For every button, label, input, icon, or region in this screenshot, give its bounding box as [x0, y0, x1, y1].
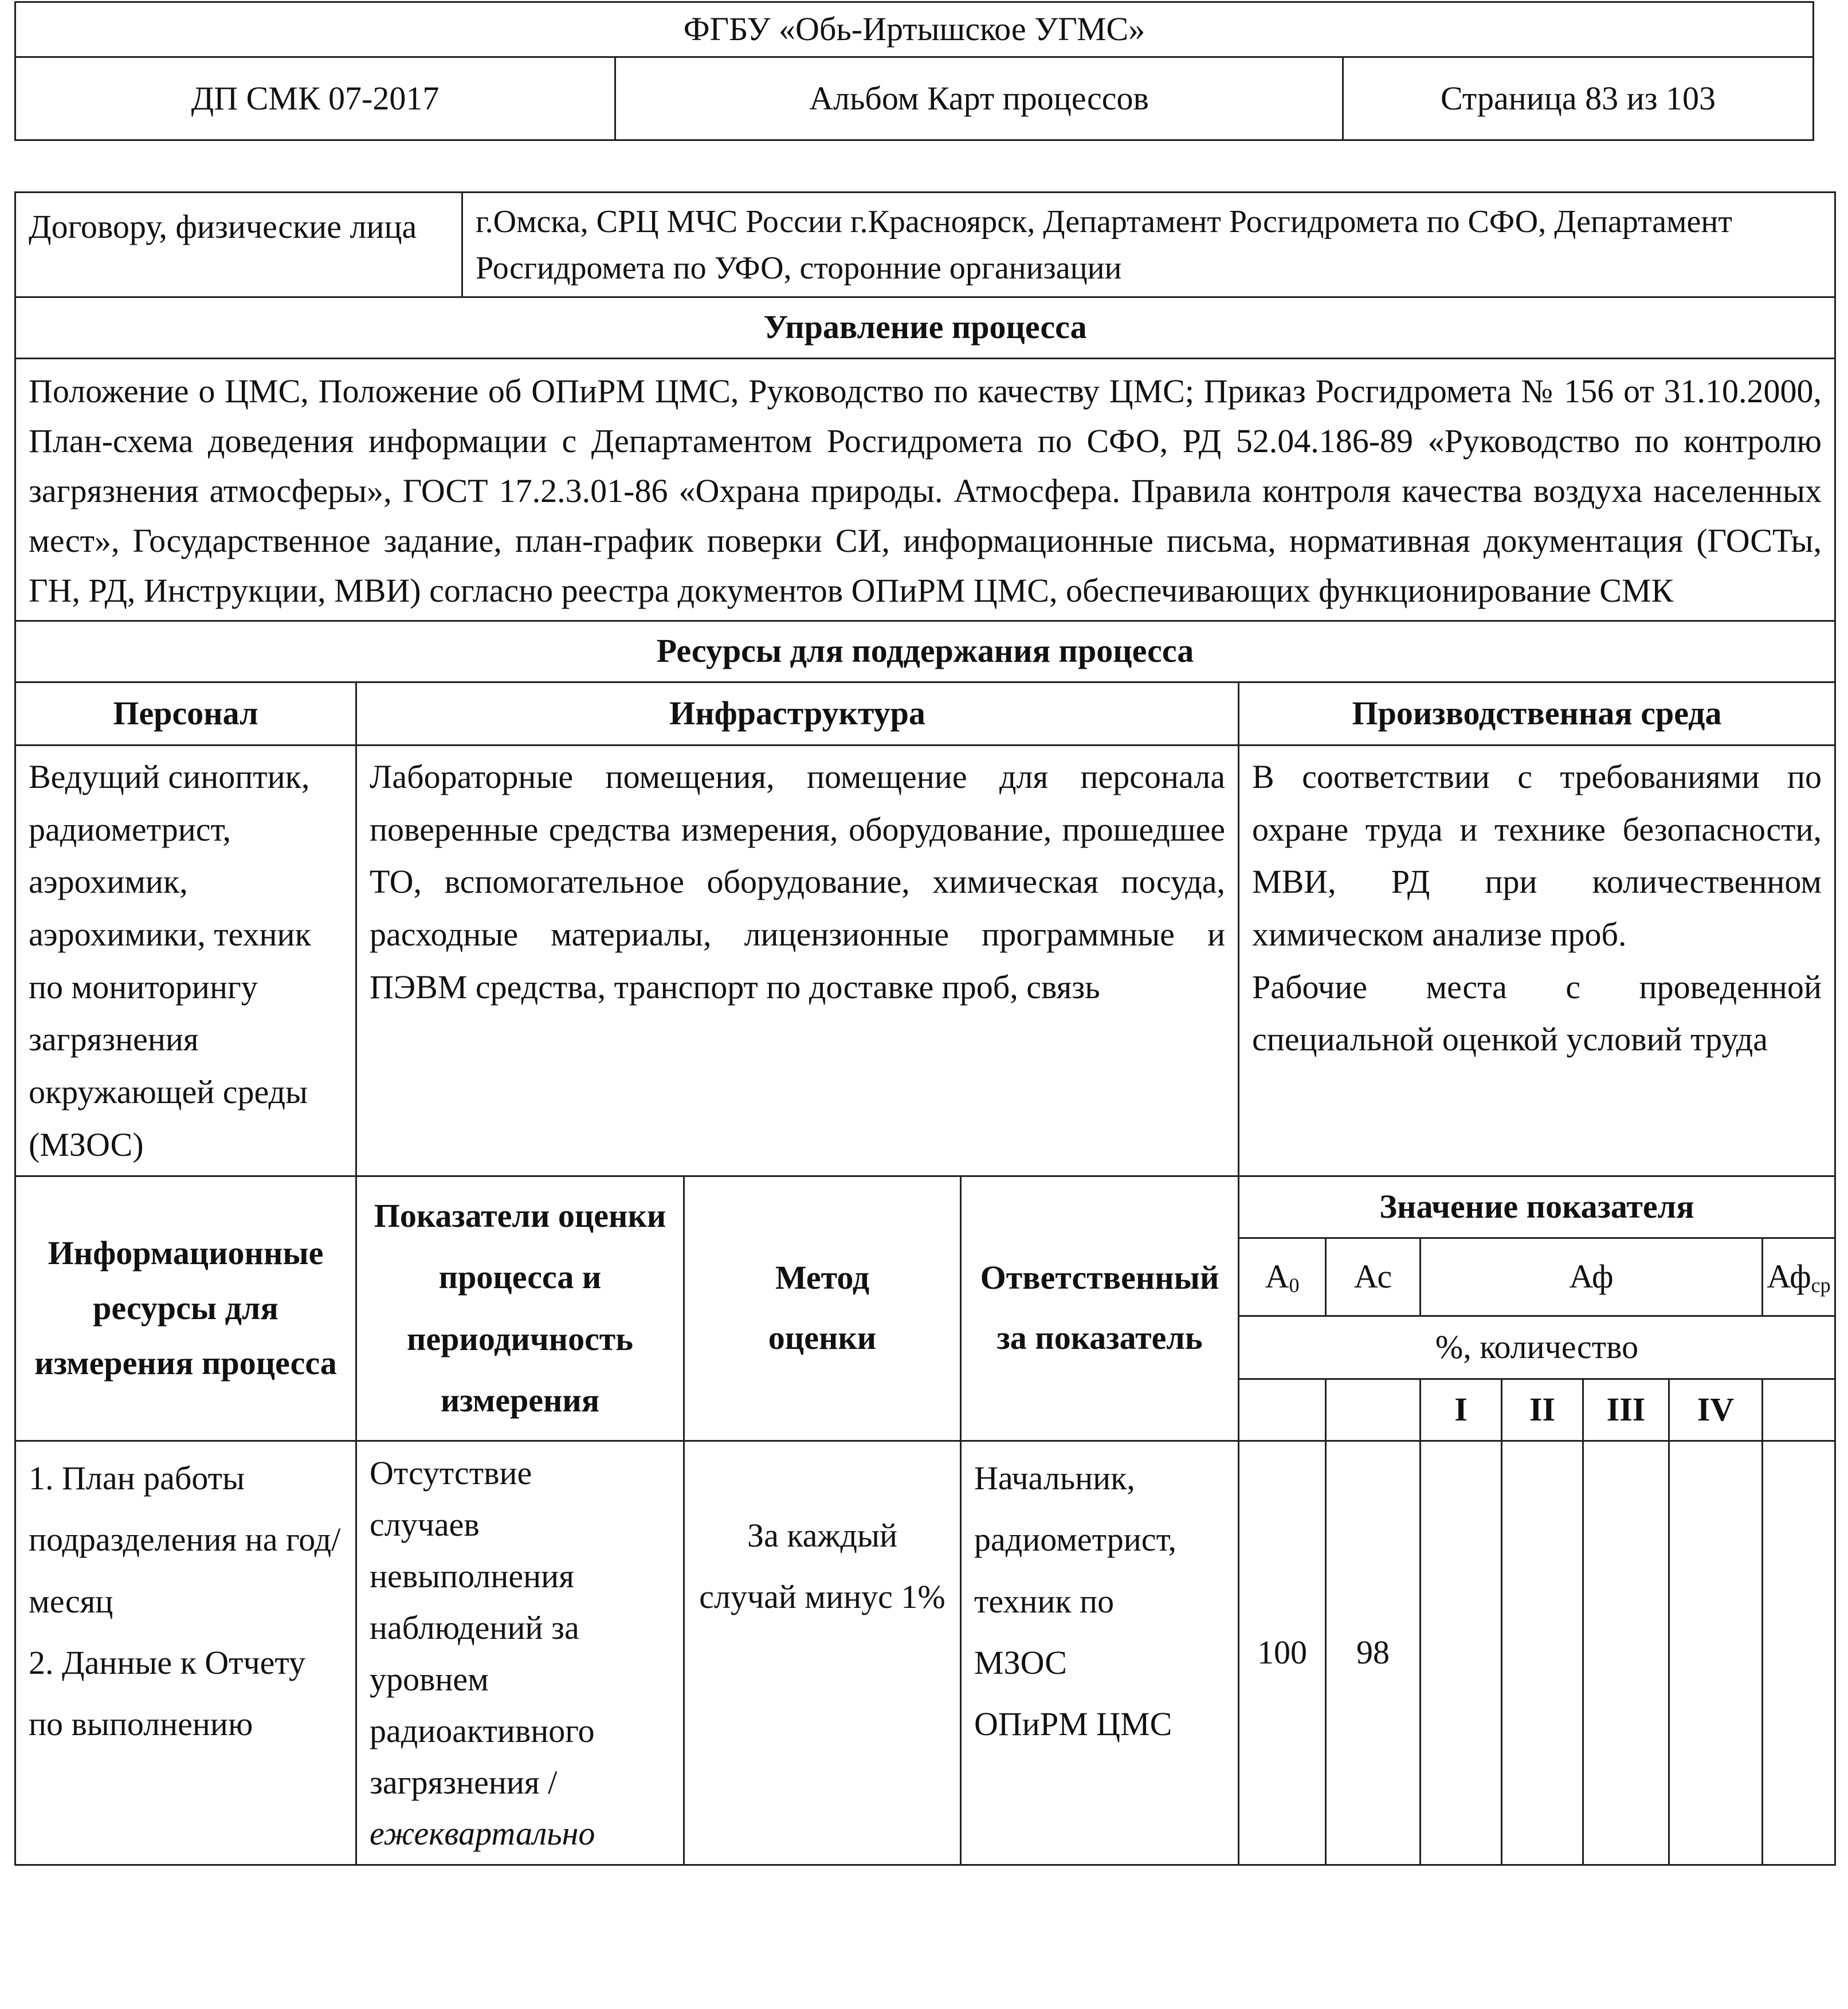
environment-text-2: Рабочие места с проведенной специальной оценкой условий труда	[1252, 968, 1822, 1058]
afcp-value	[1763, 1441, 1835, 1865]
environment-header: Производственная среда	[1239, 682, 1835, 745]
value-header: Значение показателя	[1239, 1176, 1835, 1238]
ac-value: 98	[1326, 1441, 1421, 1865]
a0-value: 100	[1239, 1441, 1326, 1865]
info-item-1: 1. План работы подразделения на год/месяц	[29, 1459, 341, 1620]
indicator-cell	[356, 1441, 684, 1865]
a0-subscript: 0	[1289, 1273, 1300, 1297]
table-row	[15, 1441, 1835, 1865]
info-resources-cell	[15, 1441, 356, 1865]
ac-blank	[1326, 1379, 1421, 1441]
page-number: Страница 83 из 103	[1343, 57, 1814, 140]
resources-title: Ресурсы для поддержания процесса	[15, 621, 1835, 682]
indicators-header: Показатели оценки процесса и периодичность измерения	[356, 1176, 684, 1441]
consumers-left: Договору, физические лица	[15, 193, 462, 297]
afcp-label: Аф	[1767, 1257, 1811, 1295]
q2-value	[1502, 1441, 1583, 1865]
ac-header: Ас	[1326, 1238, 1421, 1316]
document-code: ДП СМК 07-2017	[15, 57, 615, 140]
q1-value	[1421, 1441, 1502, 1865]
a0-blank	[1239, 1379, 1326, 1441]
infrastructure-text: Лабораторные помещения, помещение для персонала поверенные средства измерения, оборудование, прошедшее ТО, вспомогательное оборудование, химическая посуда, расходные материалы, лицензионные программные и ПЭВМ средства, транспорт по доставке проб, связь	[356, 745, 1239, 1176]
management-title: Управление процесса	[15, 297, 1835, 359]
organization-name: ФГБУ «Обь-Иртышское УГМС»	[15, 2, 1814, 57]
a0-label: А	[1265, 1257, 1289, 1295]
environment-text-1: В соответствии с требованиями по охране труда и технике безопасности, МВИ, РД при количественном химическом анализе проб.	[1252, 758, 1822, 954]
method-header: Метод оценки	[684, 1176, 961, 1441]
process-card-table	[14, 191, 1836, 1866]
responsible-header: Ответственный за показатель	[961, 1176, 1239, 1441]
indicator-text: Отсутствие случаев невыполнения наблюдений за уровнем радиоактивного загрязнения /	[370, 1454, 595, 1801]
method-cell: За каждый случай минус 1%	[684, 1441, 961, 1865]
quarter-1: I	[1421, 1379, 1502, 1441]
q4-value	[1669, 1441, 1763, 1865]
environment-cell	[1239, 745, 1835, 1176]
units-header: %, количество	[1239, 1316, 1835, 1379]
consumers-right: г.Омска, СРЦ МЧС России г.Красноярск, Департамент Росгидромета по СФО, Департамент Росгидромета по УФО, сторонние организации	[462, 193, 1835, 297]
af-header: Аф	[1421, 1238, 1763, 1316]
afcp-subscript: ср	[1811, 1273, 1831, 1297]
q3-value	[1583, 1441, 1669, 1865]
quarter-2: II	[1502, 1379, 1583, 1441]
album-title: Альбом Карт процессов	[615, 57, 1343, 140]
quarter-4: IV	[1669, 1379, 1763, 1441]
info-item-2: 2. Данные к Отчету по выполнению	[29, 1644, 306, 1743]
quarter-3: III	[1583, 1379, 1669, 1441]
afcp-header	[1763, 1238, 1835, 1316]
responsible-cell: Начальник, радиометрист, техник по МЗОС ОПиРМ ЦМС	[961, 1441, 1239, 1865]
a0-header	[1239, 1238, 1326, 1316]
management-text: Положение о ЦМС, Положение об ОПиРМ ЦМС, Руководство по качеству ЦМС; Приказ Росгидромета № 156 от 31.10.2000, План-схема доведения информации с Департаментом Росгидромета по СФО, РД 52.04.186-89 «Руководство по контролю загрязнения атмосферы», ГОСТ 17.2.3.01-86 «Охрана природы. Атмосфера. Правила контроля качества воздуха населенных мест», Государственное задание, план-график поверки СИ, информационные письма, нормативная документация (ГОСТы, ГН, РД, Инструкции, МВИ) согласно реестра документов ОПиРМ ЦМС, обеспечивающих функционирование СМК	[15, 359, 1835, 621]
document-header	[14, 1, 1814, 141]
personnel-header: Персонал	[15, 682, 356, 745]
infrastructure-header: Инфраструктура	[356, 682, 1239, 745]
info-resources-header: Информационные ресурсы для измерения процесса	[15, 1176, 356, 1441]
afcp-blank	[1763, 1379, 1835, 1441]
personnel-text: Ведущий синоптик, радиометрист, аэрохимик, аэрохимики, техник по мониторингу загрязнения окружающей среды (МЗОС)	[15, 745, 356, 1176]
indicator-period: ежеквартально	[370, 1815, 595, 1853]
